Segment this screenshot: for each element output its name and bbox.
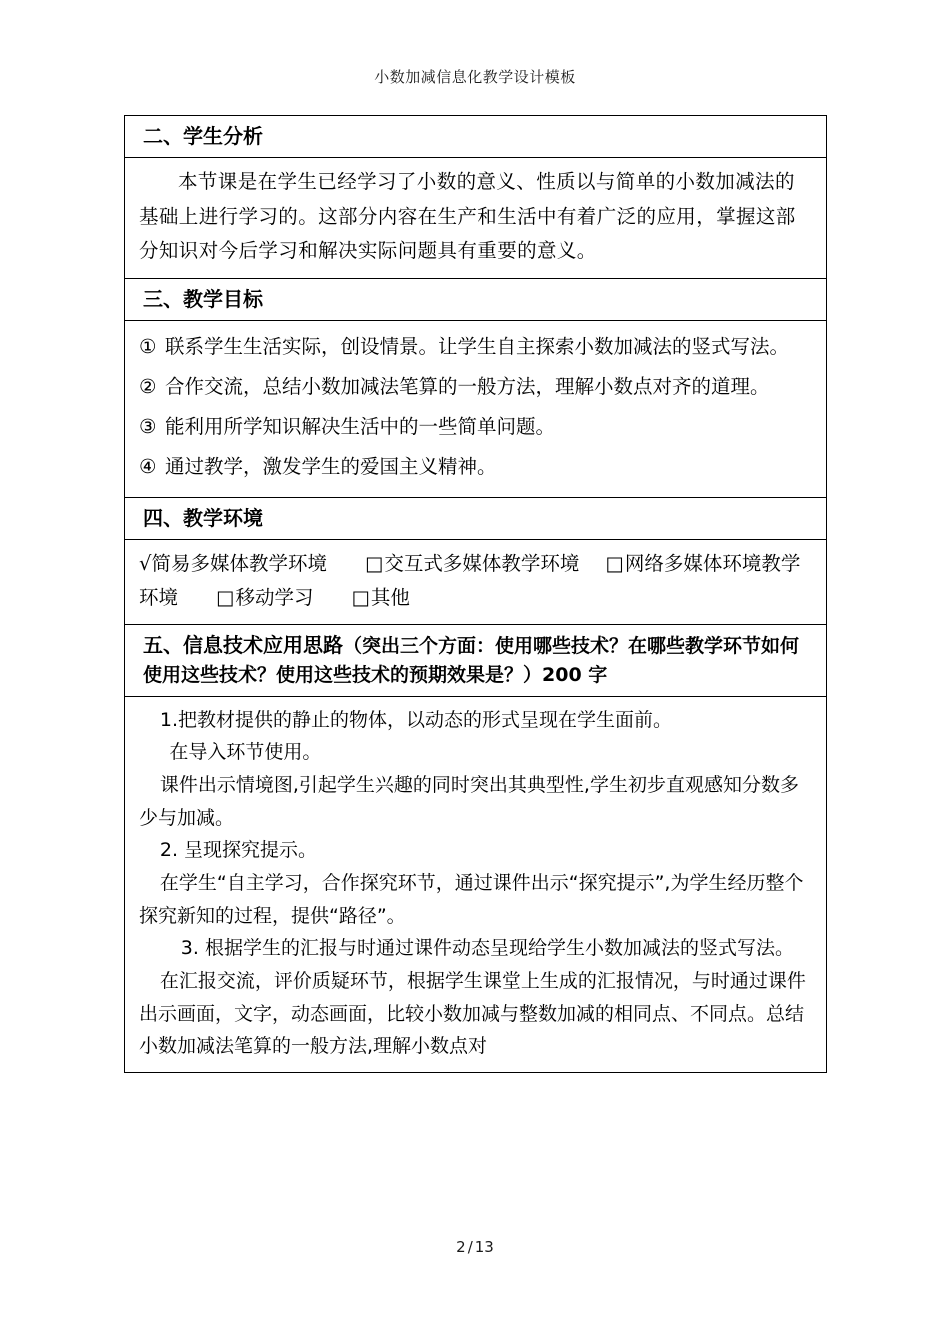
goal-marker: ④ (139, 455, 157, 479)
page-header (0, 66, 950, 87)
goal-marker: ② (139, 375, 157, 399)
goal-text: 联系学生生活实际，创设情景。让学生自主探索小数加减法的竖式写法。 (165, 335, 790, 359)
header-title: 小数加减信息化教学设计模板 (374, 68, 576, 86)
goal-marker: ③ (139, 415, 157, 439)
section-heading-cell-teaching-goals (125, 279, 827, 321)
table-row (125, 625, 827, 696)
option-label-mobile-learning[interactable]: 移动学习 (235, 586, 314, 610)
table-row (125, 540, 827, 625)
table-row (125, 279, 827, 321)
list-item (139, 408, 814, 446)
it-application-heading-text: 五、信息技术应用思路 (143, 633, 343, 658)
checkbox-network-multimedia[interactable]: □ (605, 552, 624, 576)
section-heading-cell-teaching-environment (125, 498, 827, 540)
section-body-cell-teaching-environment (125, 540, 827, 625)
section-heading-cell-it-application (125, 625, 827, 696)
list-item (139, 368, 814, 406)
it-paragraph: 课件出示情境图,引起学生兴趣的同时突出其典型性,学生初步直观感知分数多少与加减。 (139, 773, 799, 829)
student-analysis-body (125, 158, 826, 278)
option-label-interactive-multimedia[interactable]: 交互式多媒体教学环境 (384, 552, 580, 576)
footer-total-pages: 13 (474, 1238, 494, 1256)
checkbox-interactive-multimedia[interactable]: □ (364, 552, 384, 576)
it-application-body (125, 697, 826, 1072)
teaching-environment-body (125, 540, 826, 624)
goal-marker: ① (139, 335, 157, 359)
table-row (125, 498, 827, 540)
student-analysis-paragraph: 本节课是在学生已经学习了小数的意义、性质以与简单的小数加减法的基础上进行学习的。这部分内容在生产和生活中有着广泛的应用，掌握这部分知识对今后学习和解决实际问题具有重要的意义。 (139, 170, 796, 263)
teaching-goals-list (139, 328, 814, 486)
section-body-cell-teaching-goals (125, 321, 827, 498)
section-body-cell-student-analysis (125, 158, 827, 279)
list-item (139, 328, 814, 366)
option-label-simple-multimedia[interactable]: 简易多媒体教学环境 (151, 552, 327, 576)
checkbox-mobile-learning[interactable]: □ (216, 586, 235, 610)
it-paragraph: 在学生“自主学习，合作探究环节，通过课件出示“探究提示”,为学生经历整个探究新知的过程，提供“路径”。 (139, 871, 804, 927)
footer-separator: / (467, 1238, 473, 1256)
page-footer (0, 1238, 950, 1256)
it-paragraph: 2. 呈现探究提示。 (159, 839, 318, 862)
section-body-cell-it-application (125, 696, 827, 1072)
it-paragraph: 3. 根据学生的汇报与时通过课件动态呈现给学生小数加减法的竖式写法。 (180, 937, 794, 960)
table-row (125, 696, 827, 1072)
option-label-network-multimedia[interactable]: 网络多媒体环境教学环境 (139, 552, 801, 610)
list-item (139, 448, 814, 486)
it-paragraph: 1.把教材提供的静止的物体，以动态的形式呈现在学生面前。 (159, 708, 673, 731)
checkbox-other[interactable]: □ (351, 586, 370, 610)
checkbox-checked-simple-multimedia[interactable]: √ (139, 552, 152, 576)
footer-current-page: 2 (456, 1238, 466, 1256)
teaching-goals-body (125, 321, 826, 497)
section-heading-cell-student-analysis (125, 116, 827, 158)
it-paragraph: 在汇报交流，评价质疑环节，根据学生课堂上生成的汇报情况，与时通过课件出示画面，文字，动态画面，比较小数加减与整数加减的相同点、不同点。总结小数加减法笔算的一般方法,理解小数点对 (139, 969, 806, 1058)
table-row (125, 321, 827, 498)
it-application-heading-note: （突出三个方面：使用哪些技术？在哪些教学环节如何使用这些技术？使用这些技术的预期效果是？）200 字 (143, 635, 800, 687)
section-heading-teaching-environment: 四、教学环境 (143, 506, 263, 531)
section-heading-it-application (125, 625, 826, 695)
section-heading-student-analysis: 二、学生分析 (143, 124, 263, 148)
goal-text: 合作交流，总结小数加减法笔算的一般方法，理解小数点对齐的道理。 (165, 375, 770, 399)
table-row (125, 116, 827, 158)
goal-text: 能利用所学知识解决生活中的一些简单问题。 (165, 415, 556, 439)
table-row (125, 158, 827, 279)
it-paragraph: 在导入环节使用。 (169, 741, 322, 764)
lesson-plan-table (124, 115, 827, 1073)
environment-options (139, 547, 814, 615)
option-label-other[interactable]: 其他 (370, 586, 410, 610)
goal-text: 通过教学，激发学生的爱国主义精神。 (165, 455, 497, 479)
section-heading-teaching-goals: 三、教学目标 (143, 287, 263, 312)
